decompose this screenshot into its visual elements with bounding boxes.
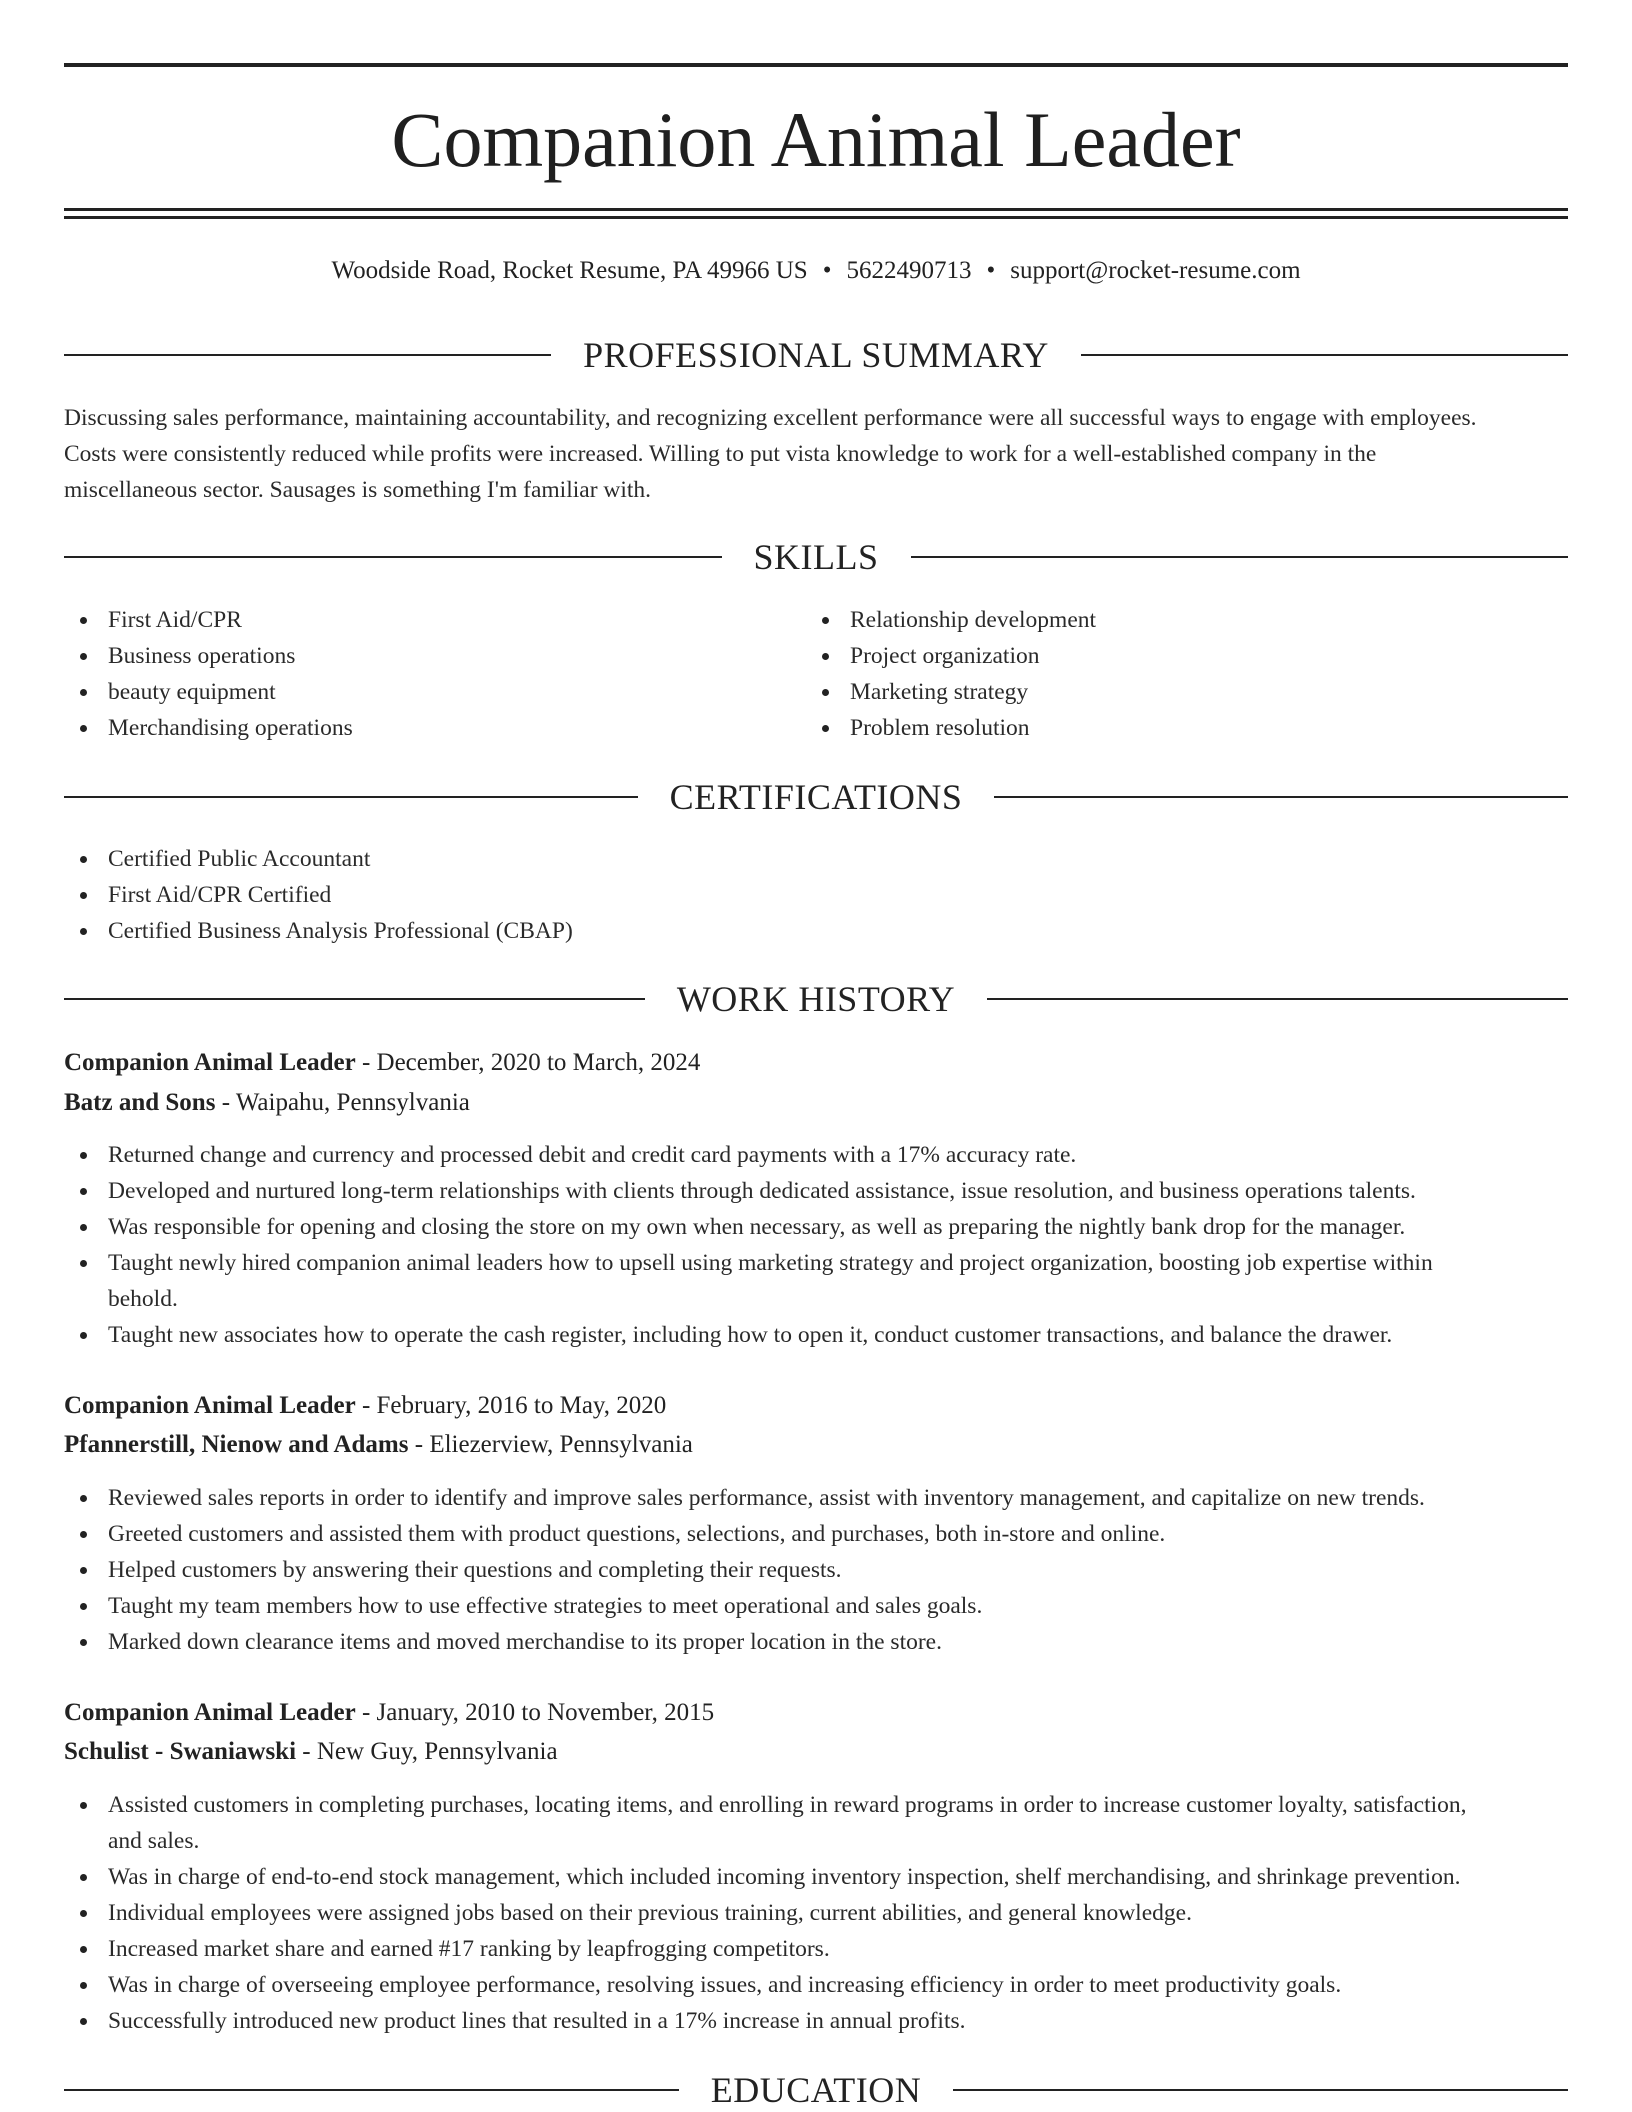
section-title: PROFESSIONAL SUMMARY [583,335,1049,375]
skill-item: Project organization [806,638,1546,674]
job-role: Companion Animal Leader [64,1392,356,1419]
job-bullet: Taught new associates how to operate the cash register, including how to open it, conduct customer transactions, and balance the drawer. [64,1317,1568,1353]
job-title-line [64,1387,1568,1425]
heading-rule-right [994,796,1568,798]
job-role: Companion Animal Leader [64,1049,356,1076]
contact-separator: • [822,257,832,284]
dash: - [215,1089,236,1116]
job-company-line [64,1426,1568,1464]
job-company: Schulist - Swaniawski [64,1738,297,1765]
contact-phone: 5622490713 [846,257,972,284]
top-rule [64,63,1568,67]
job-location: Eliezerview, Pennsylvania [429,1431,693,1458]
job-company-line [64,1733,1568,1771]
job-bullet: Was in charge of overseeing employee performance, resolving issues, and increasing efficiency in order to meet productivity goals. [64,1967,1568,2003]
job-bullet: Was in charge of end-to-end stock management, which included incoming inventory inspection, shelf merchandising, and shrinkage prevention. [64,1859,1568,1895]
heading-rule-right [1081,354,1568,356]
job-location: Waipahu, Pennsylvania [235,1089,470,1116]
skill-item: Merchandising operations [64,710,804,746]
section-heading-education [64,2068,1568,2112]
job-bullets [64,1137,1568,1353]
job-bullet: Developed and nurtured long-term relationships with clients through dedicated assistance, issue resolution, and business operations talents. [64,1173,1568,1209]
contact-email: support@rocket-resume.com [1010,257,1301,284]
job-title-line [64,1044,1568,1082]
job-bullet: Was responsible for opening and closing the store on my own when necessary, as well as preparing the nightly bank drop for the manager. [64,1209,1568,1245]
dash: - [355,1699,377,1726]
section-title: WORK HISTORY [676,979,956,1019]
heading-rule-left [64,556,722,558]
heading-rule-right [987,998,1568,1000]
job-bullet: Taught newly hired companion animal leaders how to upsell using marketing strategy and project organization, boosting job expertise within [64,1245,1568,1281]
dash: - [355,1392,377,1419]
job-bullet: Greeted customers and assisted them with product questions, selections, and purchases, both in-store and online. [64,1516,1568,1552]
summary-line: Costs were consistently reduced while profits were increased. Willing to put vista knowledge to work for a well-established company in the [64,441,1377,467]
contact-separator: • [986,257,996,284]
job-bullet-continuation: and sales. [108,1828,200,1854]
job-bullet: Marked down clearance items and moved merchandise to its proper location in the store. [64,1624,1568,1660]
heading-rule-left [64,354,551,356]
job-role: Companion Animal Leader [64,1699,356,1726]
certification-item: Certified Public Accountant [64,841,1564,877]
job-bullet: Individual employees were assigned jobs based on their previous training, current abilities, and general knowledge. [64,1895,1568,1931]
contact-line [64,254,1568,288]
job-dates: January, 2010 to November, 2015 [376,1699,715,1726]
heading-rule-left [64,2089,679,2091]
job-bullet: Taught my team members how to use effective strategies to meet operational and sales goals. [64,1588,1568,1624]
summary-line: miscellaneous sector. Sausages is something I'm familiar with. [64,477,652,503]
heading-rule-left [64,796,638,798]
job-dates: December, 2020 to March, 2024 [376,1049,701,1076]
job-bullet: Assisted customers in completing purchases, locating items, and enrolling in reward programs in order to increase customer loyalty, satisfaction, [64,1787,1568,1823]
dash: - [355,1049,377,1076]
section-title: EDUCATION [710,2070,922,2110]
skill-item: Business operations [64,638,804,674]
section-heading-summary [64,333,1568,377]
resume-title: Companion Animal Leader [391,96,1241,183]
skill-item: Relationship development [806,602,1546,638]
job-bullet: Increased market share and earned #17 ranking by leapfrogging competitors. [64,1931,1568,1967]
job-dates: February, 2016 to May, 2020 [376,1392,667,1419]
heading-rule-right [911,556,1569,558]
heading-rule-right [953,2089,1568,2091]
section-heading-skills [64,535,1568,579]
job-company-line [64,1084,1568,1122]
dash: - [296,1738,317,1765]
job-bullet: Returned change and currency and processed debit and credit card payments with a 17% accuracy rate. [64,1137,1568,1173]
skill-item: beauty equipment [64,674,804,710]
job-location: New Guy, Pennsylvania [316,1738,558,1765]
skill-item: First Aid/CPR [64,602,804,638]
job-company: Batz and Sons [64,1089,216,1116]
heading-rule-left [64,998,645,1000]
certifications-list [64,841,1564,949]
title-rule-lower [64,216,1568,219]
job-bullets [64,1480,1568,1660]
skills-list-right [806,602,1546,746]
job-bullet: Successfully introduced new product lines that resulted in a 17% increase in annual profits. [64,2003,1568,2039]
job-bullets [64,1787,1568,2039]
section-heading-certifications [64,775,1568,819]
section-title: SKILLS [753,537,879,577]
skills-list-left [64,602,804,746]
dash: - [408,1431,430,1458]
summary-text [64,400,1568,508]
summary-line: Discussing sales performance, maintaining accountability, and recognizing excellent performance were all successful ways to engage with employees. [64,405,1477,431]
skill-item: Problem resolution [806,710,1546,746]
certification-item: First Aid/CPR Certified [64,877,1564,913]
contact-address: Woodside Road, Rocket Resume, PA 49966 US [331,257,808,284]
certification-item: Certified Business Analysis Professional (CBAP) [64,913,1564,949]
job-bullet: Helped customers by answering their questions and completing their requests. [64,1552,1568,1588]
job-bullet: Reviewed sales reports in order to identify and improve sales performance, assist with inventory management, and capitalize on new trends. [64,1480,1568,1516]
job-bullet-continuation: behold. [108,1286,178,1312]
skill-item: Marketing strategy [806,674,1546,710]
title-rule-upper [64,208,1568,211]
job-company: Pfannerstill, Nienow and Adams [64,1431,409,1458]
job-title-line [64,1694,1568,1732]
section-heading-work-history [64,977,1568,1021]
section-title: CERTIFICATIONS [669,777,963,817]
